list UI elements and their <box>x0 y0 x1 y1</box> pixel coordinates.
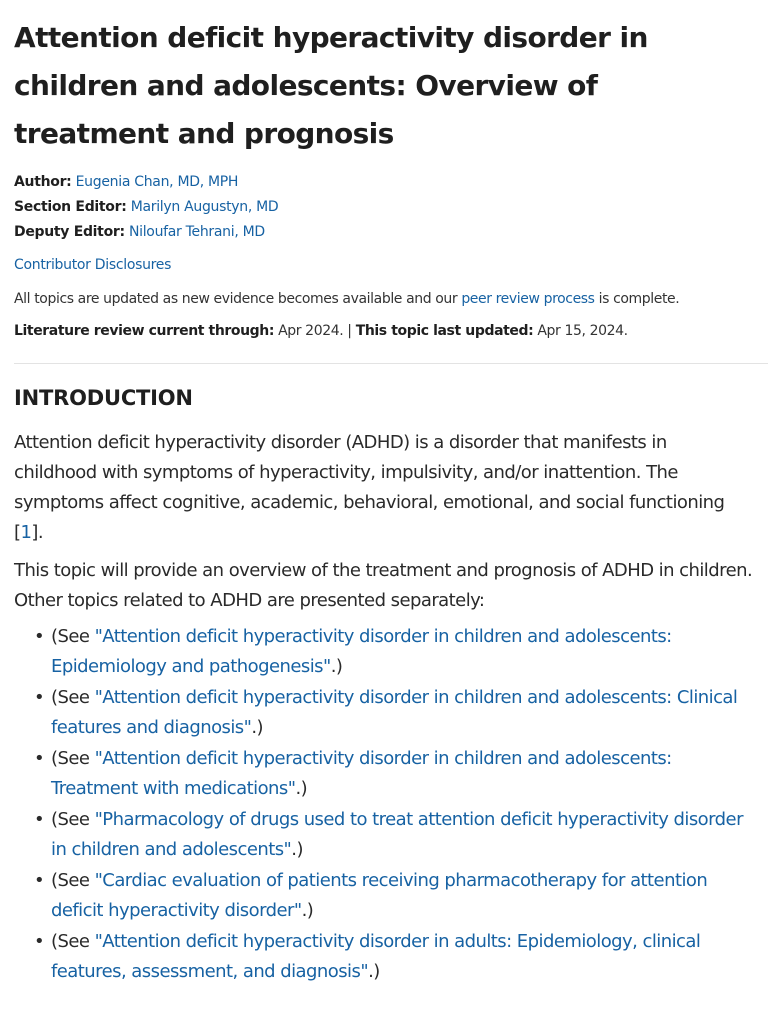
last-updated-label: This topic last updated: <box>355 323 534 339</box>
intro-paragraph-1-text: Attention deficit hyperactivity disorder (ADHD) is a disorder that manifests in childhood with symptoms of hyperactivity, impulsivity, and/or inattention. The symptoms affect cognitive, academic, behavioral, emotional, and social functioning [ <box>14 432 725 543</box>
article-credits <box>14 170 754 245</box>
see-suffix: .) <box>251 717 264 738</box>
list-item <box>14 683 754 743</box>
list-item <box>14 805 754 865</box>
list-item <box>14 622 754 682</box>
see-prefix: (See <box>51 626 95 647</box>
section-editor-label: Section Editor: <box>14 199 127 215</box>
intro-paragraph-2: This topic will provide an overview of the treatment and prognosis of ADHD in children. Other topics related to ADHD are presented separately: <box>14 560 753 611</box>
review-status <box>14 319 754 343</box>
see-prefix: (See <box>51 748 95 769</box>
article-title: Attention deficit hyperactivity disorder in children and adolescents: Overview of treatment and prognosis <box>14 21 648 150</box>
bullet-icon: • <box>34 870 45 891</box>
intro-paragraph-1 <box>14 428 754 548</box>
list-item <box>14 866 754 926</box>
update-text-after: is complete. <box>594 291 680 307</box>
see-suffix: .) <box>295 778 308 799</box>
see-prefix: (See <box>51 931 95 952</box>
see-prefix: (See <box>51 870 95 891</box>
disclosures-row <box>14 253 754 278</box>
list-item <box>14 744 754 804</box>
update-text-before: All topics are updated as new evidence becomes available and our <box>14 291 462 307</box>
related-topic-link[interactable]: "Attention deficit hyperactivity disorder in children and adolescents: Epidemiology and pathogenesis" <box>51 626 672 677</box>
see-suffix: .) <box>330 656 343 677</box>
see-prefix: (See <box>51 687 95 708</box>
lit-review-value: Apr 2024. | <box>274 323 356 339</box>
see-suffix: .) <box>301 900 314 921</box>
bullet-icon: • <box>34 748 45 769</box>
deputy-editor-line <box>14 220 754 245</box>
related-topic-link[interactable]: "Attention deficit hyperactivity disorder in adults: Epidemiology, clinical features, assessment, and diagnosis" <box>51 931 701 982</box>
last-updated-value: Apr 15, 2024. <box>533 323 628 339</box>
related-topics-list <box>14 622 754 987</box>
author-label: Author: <box>14 174 72 190</box>
bullet-icon: • <box>34 626 45 647</box>
author-link[interactable]: Eugenia Chan, MD, MPH <box>75 174 239 190</box>
update-policy-text <box>14 287 754 311</box>
peer-review-process-link[interactable]: peer review process <box>461 291 595 307</box>
bullet-icon: • <box>34 931 45 952</box>
related-topic-link[interactable]: "Cardiac evaluation of patients receiving pharmacotherapy for attention deficit hyperactivity disorder" <box>51 870 708 921</box>
related-topic-link[interactable]: "Attention deficit hyperactivity disorder in children and adolescents: Treatment with medications" <box>51 748 672 799</box>
introduction-heading: INTRODUCTION <box>14 386 193 410</box>
see-suffix: .) <box>368 961 380 982</box>
see-prefix: (See <box>51 809 95 830</box>
related-topic-link[interactable]: "Attention deficit hyperactivity disorder in children and adolescents: Clinical features and diagnosis" <box>51 687 738 738</box>
intro-paragraph-1-end: ]. <box>31 522 44 543</box>
contributor-disclosures-link[interactable]: Contributor Disclosures <box>14 257 172 273</box>
reference-link-1[interactable]: 1 <box>20 522 32 543</box>
deputy-editor-label: Deputy Editor: <box>14 224 125 240</box>
section-editor-link[interactable]: Marilyn Augustyn, MD <box>130 199 279 215</box>
section-divider <box>14 363 768 364</box>
bullet-icon: • <box>34 687 45 708</box>
article-page <box>14 0 754 987</box>
author-line <box>14 170 754 195</box>
bullet-icon: • <box>34 809 45 830</box>
list-item <box>14 927 754 987</box>
see-suffix: .) <box>291 839 303 860</box>
section-editor-line <box>14 195 754 220</box>
lit-review-label: Literature review current through: <box>14 323 275 339</box>
deputy-editor-link[interactable]: Niloufar Tehrani, MD <box>128 224 265 240</box>
related-topic-link[interactable]: "Pharmacology of drugs used to treat attention deficit hyperactivity disorder in children and adolescents" <box>51 809 743 860</box>
